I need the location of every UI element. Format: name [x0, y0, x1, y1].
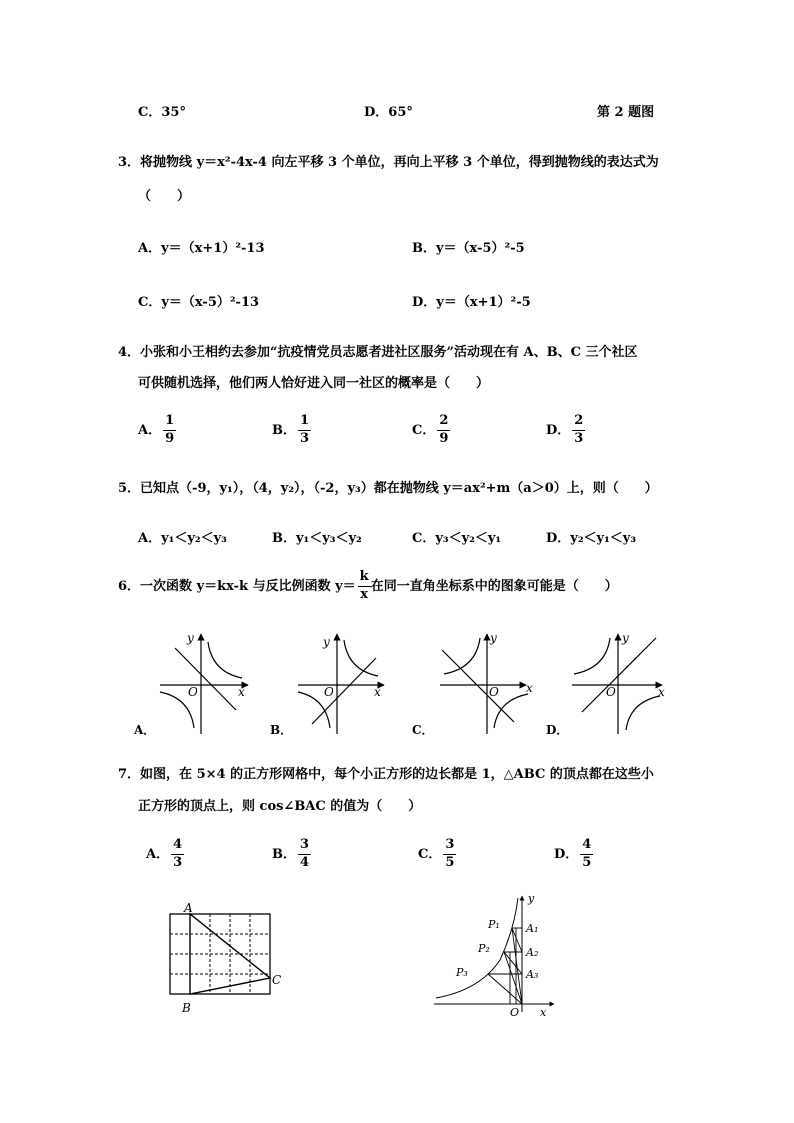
graph-label: A． — [134, 723, 156, 737]
fraction — [298, 838, 311, 871]
fraction — [580, 838, 593, 871]
fraction-denominator: 4 — [300, 854, 310, 870]
option-letter: C． — [412, 422, 436, 438]
fraction-numerator: 3 — [298, 838, 311, 855]
point-label-a3: A₃ — [526, 968, 539, 981]
axis-y-label: y — [528, 892, 535, 905]
q4-option-c — [412, 414, 450, 447]
fraction-denominator: 3 — [574, 430, 584, 446]
origin-label: O — [489, 685, 499, 699]
fraction-denominator: 3 — [300, 430, 310, 446]
q3-option-a: A．y＝（x+1）²-13 — [138, 241, 265, 256]
fraction — [572, 414, 585, 447]
fraction-numerator: 2 — [572, 414, 585, 431]
origin-label: O — [606, 685, 616, 699]
point-label-a1: A₁ — [526, 922, 539, 935]
q2-figure-caption: 第 2 题图 — [597, 105, 655, 120]
q7-option-b — [272, 838, 311, 871]
point-label-p1: P₁ — [488, 918, 500, 931]
hyperbola-branch — [494, 694, 528, 728]
q5-option-d: D．y₂＜y₁＜y₃ — [546, 531, 637, 546]
fraction — [171, 838, 184, 871]
q3-option-b: B．y＝（x-5）²-5 — [412, 241, 525, 256]
q3-answer-paren: （ ） — [138, 189, 191, 204]
graph-label: D． — [546, 723, 569, 737]
origin-label: O — [188, 685, 198, 699]
fraction-denominator: 3 — [173, 854, 183, 870]
q5-option-c: C．y₃＜y₂＜y₁ — [412, 531, 502, 546]
q7-stem-line2: 正方形的顶点上，则 cos∠BAC 的值为（ ） — [138, 799, 422, 814]
q3-stem: 3．将抛物线 y＝x²-4x-4 向左平移 3 个单位，再向上平移 3 个单位，得到抛物线的表达式为 — [118, 155, 659, 170]
q2-option-c: C．35° — [138, 105, 186, 120]
axis-x-label: x — [238, 685, 245, 699]
option-letter: A． — [138, 422, 162, 438]
q4-stem-line2: 可供随机选择，他们两人恰好进入同一社区的概率是（ ） — [138, 376, 490, 391]
axis-x-label: x — [540, 1006, 547, 1019]
fraction-numerator: 1 — [163, 414, 176, 431]
q5-option-a: A．y₁＜y₂＜y₃ — [138, 531, 227, 546]
axis-y-label: y — [323, 635, 330, 649]
q4-option-d — [546, 414, 585, 447]
q2-option-d: D．65° — [364, 105, 413, 120]
q6-graph-c — [412, 631, 533, 737]
hyperbola-branch — [444, 638, 480, 674]
point-label-p2: P₂ — [478, 942, 490, 955]
fraction — [437, 414, 450, 447]
option-letter: C． — [418, 846, 442, 862]
axis-x-label: x — [374, 685, 381, 699]
fraction — [163, 414, 176, 447]
q7-option-c — [418, 838, 456, 871]
axis-x-label: x — [658, 685, 665, 699]
q7-stem-line1: 7．如图，在 5×4 的正方形网格中，每个小正方形的边长都是 1，△ABC 的顶点都在这些小 — [118, 767, 654, 782]
hyperbola-figure — [430, 890, 570, 1020]
q6-graph-a — [133, 631, 248, 737]
fraction-numerator: k — [358, 570, 371, 587]
q6-stem — [118, 570, 618, 603]
fraction-denominator: 5 — [582, 854, 592, 870]
hyperbola-branch — [574, 638, 610, 674]
fraction — [298, 414, 311, 447]
vertex-label-b: B — [182, 1001, 191, 1015]
axis-y-label: y — [187, 631, 194, 645]
option-letter: A． — [146, 846, 170, 862]
vertex-label-a: A — [184, 901, 193, 915]
q7-option-a — [146, 838, 184, 871]
fraction-numerator: 4 — [580, 838, 593, 855]
q3-option-d: D．y＝（x+1）²-5 — [412, 295, 531, 310]
fraction-denominator: 5 — [445, 854, 455, 870]
origin-label: O — [324, 685, 334, 699]
fraction-numerator: 2 — [437, 414, 450, 431]
graph-label: B． — [270, 723, 293, 737]
axis-y-label: y — [490, 631, 497, 645]
option-letter: B． — [272, 846, 296, 862]
q6-graph-b — [270, 634, 384, 737]
fraction — [358, 570, 371, 603]
fraction-denominator: 9 — [439, 430, 449, 446]
fraction-numerator: 1 — [298, 414, 311, 431]
q5-stem: 5．已知点（-9，y₁），（4，y₂），（-2，y₃）都在抛物线 y＝ax²+m（a＞0）上，则（ ） — [118, 481, 658, 496]
origin-label: O — [510, 1006, 520, 1019]
vertex-label-c: C — [272, 973, 282, 987]
construction-lines — [488, 928, 522, 1004]
q7-grid-figure — [160, 898, 290, 1020]
q3-option-c: C．y＝（x-5）²-13 — [138, 295, 260, 310]
point-label-p3: P₃ — [456, 966, 468, 979]
q6-stem-pre: 6．一次函数 y＝kx-k 与反比例函数 y＝ — [118, 578, 356, 594]
fraction-denominator: 9 — [165, 430, 175, 446]
q6-graph-d — [546, 631, 665, 737]
q7-option-d — [554, 838, 593, 871]
hyperbola-branch — [208, 642, 242, 678]
q5-option-b: B．y₁＜y₃＜y₂ — [272, 531, 362, 546]
fraction-numerator: 4 — [171, 838, 184, 855]
q6-stem-post: 在同一直角坐标系中的图象可能是（ ） — [370, 578, 618, 594]
fraction-numerator: 3 — [443, 838, 456, 855]
hyperbola-branch — [344, 640, 378, 676]
axis-x-label: x — [526, 681, 533, 695]
grid-dashed-lines — [170, 914, 270, 994]
linear-function-line — [312, 658, 376, 724]
axis-y-label: y — [622, 631, 629, 645]
q4-stem-line1: 4．小张和小王相约去参加“抗疫情党员志愿者进社区服务”活动现在有 A、B、C 三个社区 — [118, 345, 638, 360]
hyperbola-curve — [436, 898, 518, 998]
linear-function-line — [175, 648, 236, 710]
linear-function-line — [442, 650, 514, 722]
q4-option-a — [138, 414, 176, 447]
point-label-a2: A₂ — [526, 946, 539, 959]
q6-graphs — [130, 628, 690, 740]
option-letter: B． — [272, 422, 296, 438]
q4-option-b — [272, 414, 311, 447]
hyperbola-branch — [626, 696, 660, 730]
fraction-denominator: x — [360, 586, 369, 602]
option-letter: D． — [554, 846, 579, 862]
graph-label: C． — [412, 723, 434, 737]
option-letter: D． — [546, 422, 571, 438]
fraction — [443, 838, 456, 871]
